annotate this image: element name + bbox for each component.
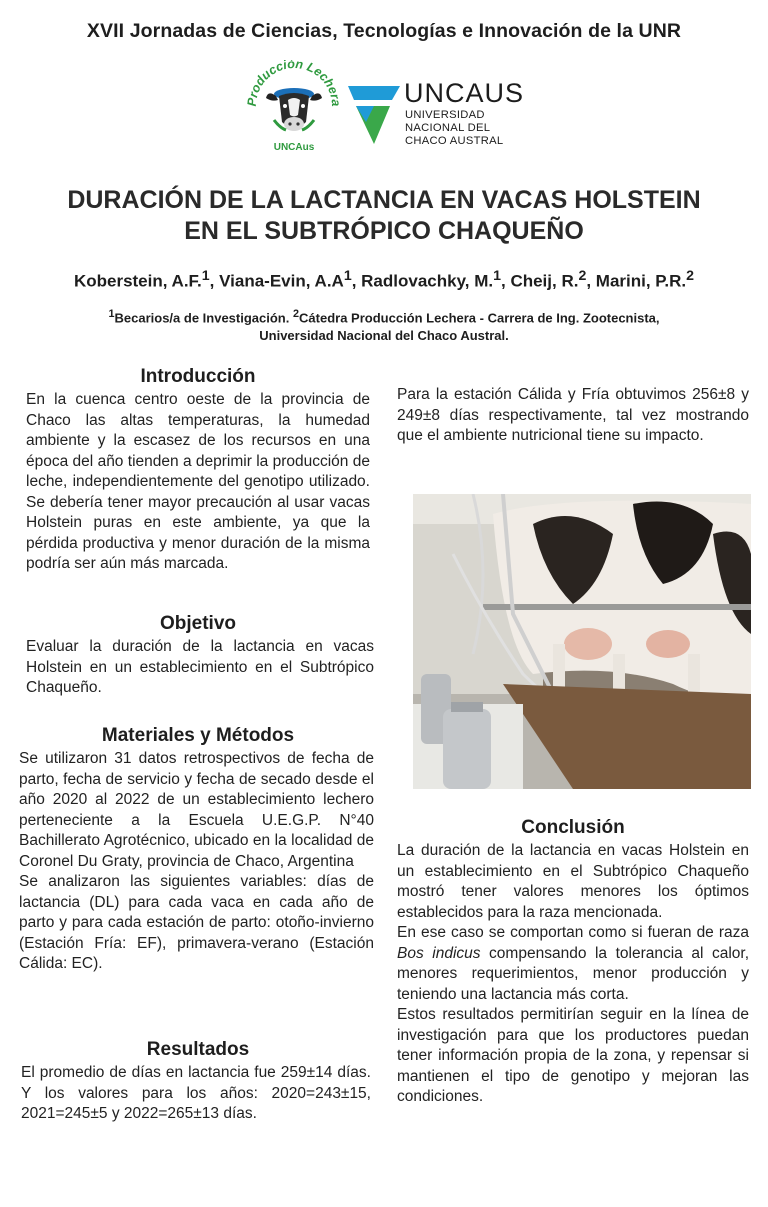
produccion-lechera-logo	[246, 60, 342, 156]
uncaus-sub-line-3: CHACO AUSTRAL	[405, 135, 504, 147]
conclusion-p2	[397, 923, 749, 1005]
paper-title	[0, 185, 768, 247]
resultados-text: El promedio de días en lactancia fue 259±14 días. Y los valores para los años: 2020=243±15, 2021=245±5 y 2022=265±13 días.	[21, 1064, 371, 1122]
title-line-2: EN EL SUBTRÓPICO CHAQUEÑO	[184, 217, 584, 245]
author-4-sup: 2	[578, 268, 587, 284]
milking-parlor-photo	[413, 494, 751, 789]
author-1-sup: 1	[201, 268, 210, 284]
uncaus-name: UNCAUS	[404, 78, 525, 108]
materiales-p2: Se analizaron las siguientes variables: días de lactancia (DL) para cada vaca en cada año de parto y para cada estación de parto: otoño-invierno (Estación Fría: EF), primavera-verano (Estación Cálida: EC).	[19, 873, 374, 972]
introduccion-text: En la cuenca centro oeste de la provincia de Chaco las altas temperaturas, la humedad ambiente y la escasez de los recursos en una época del año tienden a deprimir la producción de leche, independientemente del genotipo utilizado. Se debería tener mayor precaución al usar vacas Holstein puras en este ambiente, ya que la pérdida productiva y menor duración de la misma podría ser aún más marcada.	[26, 391, 370, 572]
objetivo-text: Evaluar la duración de la lactancia en vacas Holstein en un establecimiento en el Subtrópico Chaqueño.	[26, 638, 374, 696]
author-5: Marini, P.R.	[595, 271, 687, 291]
conclusion-p2-italic: Bos indicus	[397, 944, 481, 962]
author-2-sup: 1	[343, 268, 352, 284]
uncaus-subtitle	[405, 109, 503, 148]
affil-part-1: Becarios/a de Investigación.	[114, 310, 290, 326]
author-3-sup: 1	[493, 268, 501, 284]
affil-line-2: Universidad Nacional del Chaco Austral.	[259, 328, 509, 344]
author-5-sup: 2	[686, 268, 695, 284]
materiales-text	[19, 749, 374, 975]
affiliation	[0, 305, 768, 345]
conclusion-p2-before: En ese caso se comportan como si fueran de raza	[397, 924, 749, 941]
logo-arc-text: Producción Lechera	[246, 60, 342, 107]
materiales-heading: Materiales y Métodos	[101, 725, 295, 746]
author-3: Radlovachky, M.	[361, 271, 494, 291]
conclusion-text	[397, 841, 749, 1108]
objetivo-heading: Objetivo	[159, 613, 236, 634]
uncaus-sub-line-1: UNIVERSIDAD	[405, 109, 485, 121]
authors: Koberstein, A.F.$^1$, Viana-Evin, $A.A^1$, Radlovachky, M.$^1$, Cheij, R.$^2$, Marini, P.R.$^2$	[73, 268, 695, 291]
resultados-continued: Para la estación Cálida y Fría obtuvimos 256±8 y 249±8 días respectivamente, tal vez mostrando que el ambiente nutricional tiene su impacto.	[397, 386, 749, 444]
affil-sup-1: 1	[108, 308, 115, 320]
uncaus-sub-line-2: NACIONAL DEL	[405, 122, 491, 134]
resultados-heading: Resultados	[146, 1039, 250, 1060]
uncaus-emblem-icon	[344, 82, 404, 154]
cow-logo-icon	[266, 88, 322, 131]
title-line-1: DURACIÓN DE LA LACTANCIA EN VACAS HOLSTEIN	[67, 186, 701, 214]
event-title: XVII Jornadas de Ciencias, Tecnologías e Innovación de la UNR	[86, 20, 682, 42]
author-4: Cheij, R.	[510, 271, 579, 291]
materiales-p1: Se utilizaron 31 datos retrospectivos de fecha de parto, fecha de servicio y fecha de secado desde el año 2020 al 2022 de un establecimiento lechero perteneciente a la Escuela U.E.G.P. N°40 Bachillerato Agrotécnico, ubicado en la localidad de Coronel Du Graty, provincia de Chaco, Argentina	[19, 750, 374, 870]
logo-bottom-text: UNCAus	[273, 142, 315, 153]
conclusion-p3: Estos resultados permitirían seguir en la línea de investigación para que los productores puedan tener información propia de la zona, y repensar si mantienen el tipo de genotipo y mejoran las condiciones.	[397, 1006, 749, 1105]
conclusion-heading: Conclusión	[521, 817, 625, 838]
conclusion-p2-after: compensando la tolerancia al calor, menores requerimientos, menor producción y teniendo una lactancia más corta.	[397, 944, 750, 1003]
conclusion-p1: La duración de la lactancia en vacas Holstein en un establecimiento en el Subtrópico Chaqueño mostró tener valores menores los óptimos establecidos para la raza mencionada.	[397, 842, 749, 921]
author-2: Viana-Evin, A.A	[219, 271, 344, 291]
affil-sup-2: 2	[293, 308, 300, 320]
author-1: Koberstein, A.F.	[73, 271, 202, 291]
affil-part-2: Cátedra Producción Lechera - Carrera de Ing. Zootecnista,	[299, 310, 660, 326]
introduccion-heading: Introducción	[140, 366, 256, 387]
